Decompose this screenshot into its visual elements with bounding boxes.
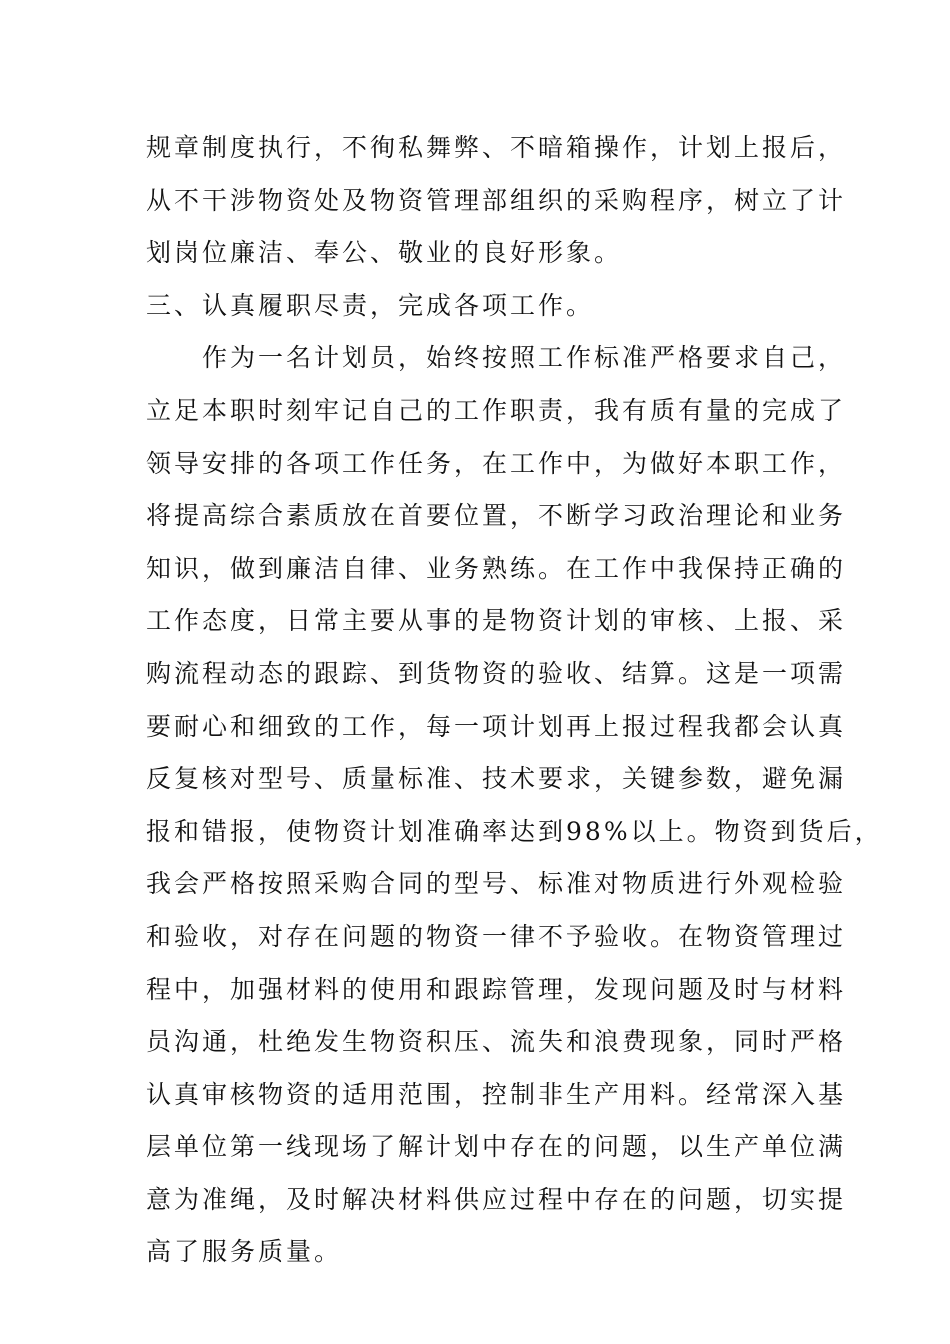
text-line: 意为准绳，及时解决材料供应过程中存在的问题，切实提 — [146, 1184, 847, 1214]
text-line: 购流程动态的跟踪、到货物资的验收、结算。这是一项需 — [146, 658, 847, 688]
text-line: 将提高综合素质放在首要位置，不断学习政治理论和业务 — [146, 501, 847, 531]
text-line: 要耐心和细致的工作，每一项计划再上报过程我都会认真 — [146, 711, 847, 741]
text-line: 立足本职时刻牢记自己的工作职责，我有质有量的完成了 — [146, 395, 847, 425]
text-line: 认真审核物资的适用范围，控制非生产用料。经常深入基 — [146, 1079, 847, 1109]
text-line: 程中，加强材料的使用和跟踪管理，发现问题及时与材料 — [146, 974, 847, 1004]
text-line: 从不干涉物资处及物资管理部组织的采购程序，树立了计 — [146, 185, 847, 215]
document-body — [146, 122, 883, 1279]
text-line: 作为一名计划员，始终按照工作标准严格要求自己， — [146, 343, 847, 373]
text-line: 工作态度，日常主要从事的是物资计划的审核、上报、采 — [146, 606, 847, 636]
text-line: 反复核对型号、质量标准、技术要求，关键参数，避免漏 — [146, 764, 847, 794]
text-line: 我会严格按照采购合同的型号、标准对物质进行外观检验 — [146, 869, 847, 899]
text-line: 领导安排的各项工作任务，在工作中，为做好本职工作， — [146, 448, 847, 478]
text-line: 报和错报，使物资计划准确率达到98%以上。物资到货后， — [146, 816, 883, 846]
text-line: 和验收，对存在问题的物资一律不予验收。在物资管理过 — [146, 921, 847, 951]
text-line: 规章制度执行，不徇私舞弊、不暗箱操作，计划上报后， — [146, 133, 847, 162]
text-line: 层单位第一线现场了解计划中存在的问题，以生产单位满 — [146, 1132, 847, 1162]
text-line: 员沟通，杜绝发生物资积压、流失和浪费现象，同时严格 — [146, 1027, 847, 1057]
text-line: 划岗位廉洁、奉公、敬业的良好形象。 — [146, 238, 623, 268]
section-heading: 三、认真履职尽责，完成各项工作。 — [146, 290, 595, 320]
text-line: 知识，做到廉洁自律、业务熟练。在工作中我保持正确的 — [146, 553, 847, 583]
text-line: 高了服务质量。 — [146, 1237, 343, 1267]
